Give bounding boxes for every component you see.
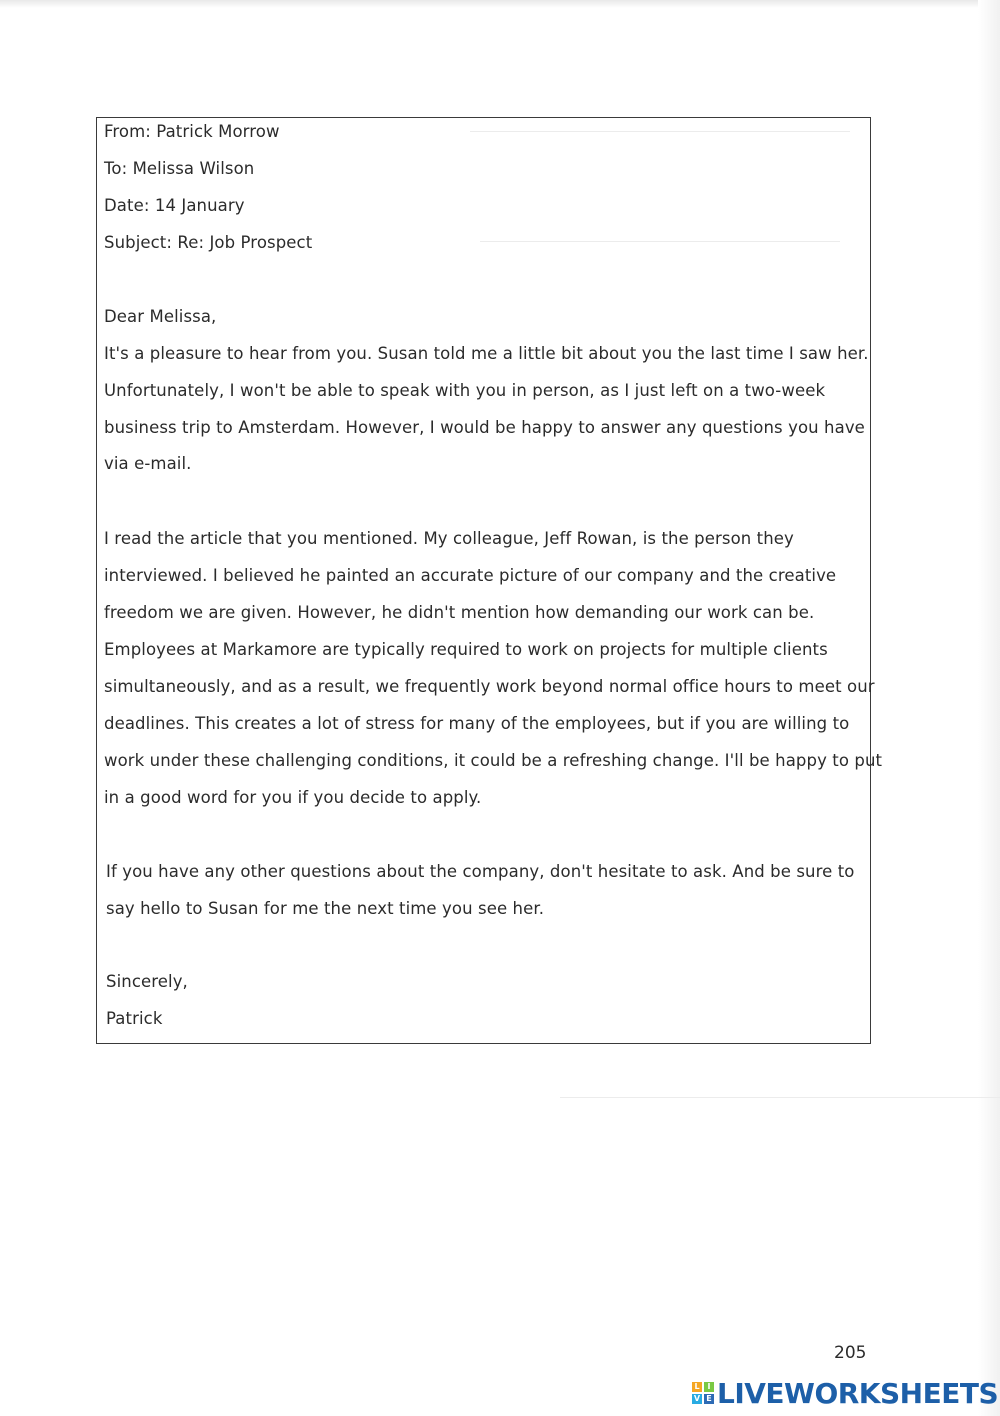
paragraph-1-line: business trip to Amsterdam. However, I would be happy to answer any questions you have xyxy=(104,418,865,437)
paragraph-1-line: via e-mail. xyxy=(104,454,192,473)
paragraph-3-line: say hello to Susan for me the next time you see her. xyxy=(106,899,545,918)
scan-edge-top xyxy=(0,0,1000,8)
email-greeting: Dear Melissa, xyxy=(104,307,217,326)
paragraph-2-line: I read the article that you mentioned. My colleague, Jeff Rowan, is the person they xyxy=(104,529,794,548)
paragraph-2-line: simultaneously, and as a result, we frequently work beyond normal office hours to meet our xyxy=(104,677,875,696)
logo-letter: E xyxy=(704,1394,714,1404)
paragraph-3-line: If you have any other questions about the company, don't hesitate to ask. And be sure to xyxy=(106,862,855,881)
bleed-through-line xyxy=(560,1097,1000,1098)
logo-letter: I xyxy=(704,1382,714,1392)
email-subject: Subject: Re: Job Prospect xyxy=(104,233,313,252)
paragraph-2-line: deadlines. This creates a lot of stress for many of the employees, but if you are willing to xyxy=(104,714,850,733)
email-closing: Sincerely, xyxy=(106,972,188,991)
liveworksheets-logo[interactable] xyxy=(692,1376,998,1410)
paragraph-1-line: Unfortunately, I won't be able to speak with you in person, as I just left on a two-week xyxy=(104,381,826,400)
logo-letter: L xyxy=(692,1382,702,1392)
email-signature: Patrick xyxy=(106,1009,163,1028)
paragraph-2-line: interviewed. I believed he painted an accurate picture of our company and the creative xyxy=(104,566,837,585)
liveworksheets-icon xyxy=(692,1382,714,1404)
paragraph-2-line: in a good word for you if you decide to apply. xyxy=(104,788,482,807)
liveworksheets-wordmark: LIVEWORKSHEETS xyxy=(717,1376,999,1410)
email-date: Date: 14 January xyxy=(104,196,245,215)
scan-edge-right xyxy=(978,0,1000,1416)
logo-letter: V xyxy=(693,1394,701,1403)
paragraph-2-line: Employees at Markamore are typically required to work on projects for multiple clients xyxy=(104,640,828,659)
email-to: To: Melissa Wilson xyxy=(104,159,255,178)
paragraph-1-line: It's a pleasure to hear from you. Susan told me a little bit about you the last time I saw her. xyxy=(104,344,869,363)
paragraph-2-line: work under these challenging conditions, it could be a refreshing change. I'll be happy to put xyxy=(104,751,883,770)
paragraph-2-line: freedom we are given. However, he didn't mention how demanding our work can be. xyxy=(104,603,815,622)
email-from: From: Patrick Morrow xyxy=(104,122,280,141)
page-number: 205 xyxy=(834,1343,867,1363)
